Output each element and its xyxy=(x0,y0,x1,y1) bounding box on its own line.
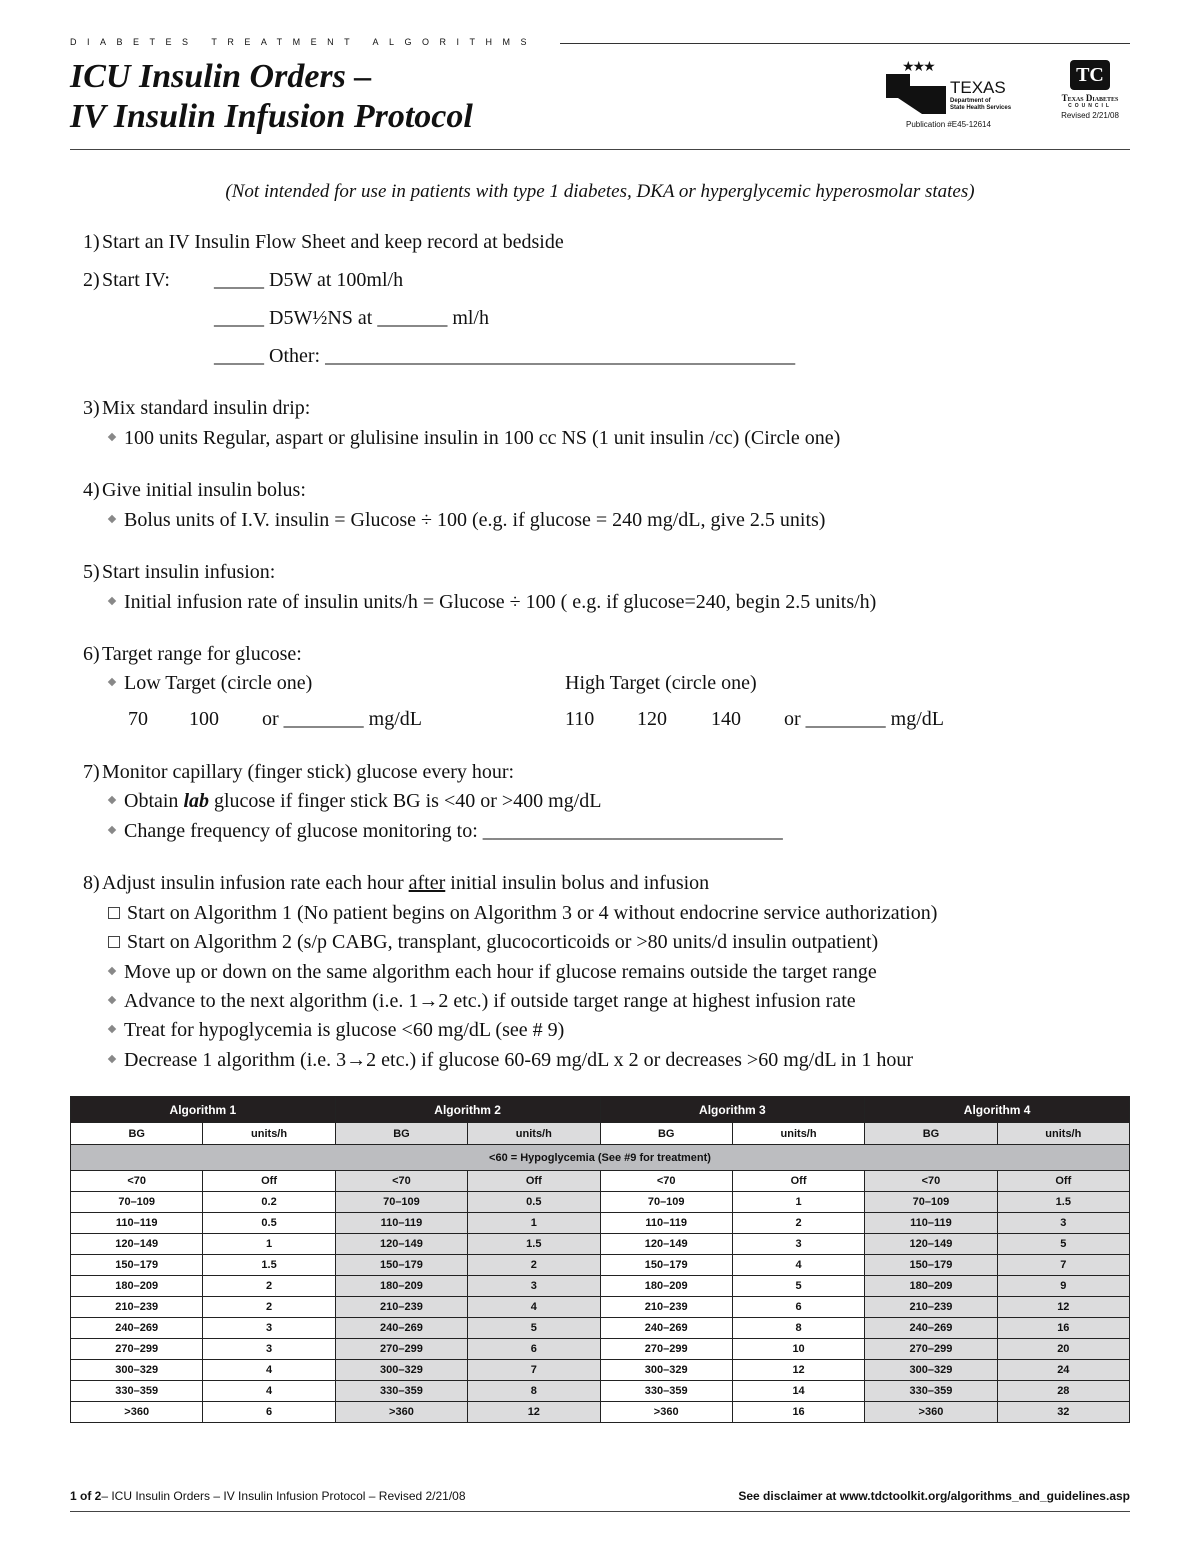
bg-range-cell: 300–329 xyxy=(335,1360,467,1381)
diamond-bullet-icon xyxy=(108,1025,116,1033)
rate-cell: 1 xyxy=(732,1192,864,1213)
rate-cell: 0.5 xyxy=(203,1213,335,1234)
item-text: Target range for glucose: xyxy=(102,643,302,665)
bullet xyxy=(106,790,602,813)
rate-cell: 3 xyxy=(997,1213,1129,1234)
bg-range-cell: 150–179 xyxy=(600,1255,732,1276)
rate-cell: 12 xyxy=(997,1297,1129,1318)
rate-cell: 20 xyxy=(997,1339,1129,1360)
rate-cell: 0.2 xyxy=(203,1192,335,1213)
table-row xyxy=(71,1276,1130,1297)
bullet xyxy=(106,509,825,532)
text: Adjust insulin infusion rate each hour xyxy=(102,872,409,894)
bullet-text: 100 units Regular, aspart or glulisine insulin in 100 cc NS (1 unit insulin /cc) (Circle one) xyxy=(124,427,841,449)
table-row xyxy=(71,1192,1130,1213)
low-target-100[interactable]: 100 xyxy=(189,708,219,730)
table-row xyxy=(71,1339,1130,1360)
bg-range-cell: 180–209 xyxy=(600,1276,732,1297)
item-text: Give initial insulin bolus: xyxy=(102,479,306,501)
bg-range-cell: >360 xyxy=(335,1402,467,1423)
item-number: 1) xyxy=(83,231,100,253)
bg-range-cell: 110–119 xyxy=(865,1213,997,1234)
item-7 xyxy=(83,761,514,784)
checkbox-label: Start on Algorithm 2 (s/p CABG, transplant, glucocorticoids or >80 units/d insulin outpatient) xyxy=(127,931,879,953)
item-number: 8) xyxy=(83,872,100,894)
rate-cell: 3 xyxy=(468,1276,600,1297)
rate-cell: 28 xyxy=(997,1381,1129,1402)
table-row xyxy=(71,1234,1130,1255)
rate-cell: 1.5 xyxy=(468,1234,600,1255)
rate-cell: 14 xyxy=(732,1381,864,1402)
rate-cell: 4 xyxy=(468,1297,600,1318)
rate-cell: 1.5 xyxy=(997,1192,1129,1213)
bg-range-cell: 210–239 xyxy=(865,1297,997,1318)
rate-cell: Off xyxy=(732,1171,864,1192)
item-number: 5) xyxy=(83,561,100,583)
bullet xyxy=(106,820,783,843)
high-target-140[interactable]: 140 xyxy=(711,708,741,730)
iv-option-2[interactable]: _____ D5W½NS at _______ ml/h xyxy=(214,307,489,329)
bullet-text: Initial infusion rate of insulin units/h = Glucose ÷ 100 ( e.g. if glucose=240, begin 2.5 units/h) xyxy=(124,591,877,613)
bullet xyxy=(106,1049,913,1072)
bg-range-cell: 150–179 xyxy=(335,1255,467,1276)
bg-range-cell: >360 xyxy=(71,1402,203,1423)
low-target-70[interactable]: 70 xyxy=(128,708,148,730)
bullet xyxy=(106,427,840,450)
bg-range-cell: 330–359 xyxy=(71,1381,203,1402)
tdc-sub: COUNCIL xyxy=(1068,103,1112,109)
rate-cell: 8 xyxy=(732,1318,864,1339)
low-target-label xyxy=(106,672,312,695)
checkbox-icon[interactable] xyxy=(108,907,120,919)
bg-range-cell: 210–239 xyxy=(335,1297,467,1318)
rate-cell: 6 xyxy=(732,1297,864,1318)
rate-cell: 3 xyxy=(203,1318,335,1339)
bg-range-cell: 110–119 xyxy=(335,1213,467,1234)
rate-cell: 3 xyxy=(732,1234,864,1255)
diamond-bullet-icon xyxy=(108,826,116,834)
algorithm-header: Algorithm 3 xyxy=(600,1097,865,1123)
bg-range-cell: 70–109 xyxy=(865,1192,997,1213)
item-4 xyxy=(83,479,306,502)
bg-range-cell: 70–109 xyxy=(71,1192,203,1213)
bg-range-cell: <70 xyxy=(335,1171,467,1192)
high-target-label: High Target (circle one) xyxy=(565,672,757,694)
page-title-line1: ICU Insulin Orders – xyxy=(70,58,372,95)
rate-cell: 32 xyxy=(997,1402,1129,1423)
rate-cell: 16 xyxy=(997,1318,1129,1339)
rate-cell: 0.5 xyxy=(468,1192,600,1213)
checkbox-algorithm-2[interactable] xyxy=(106,931,878,954)
bg-range-cell: 300–329 xyxy=(600,1360,732,1381)
footer-text: – ICU Insulin Orders – IV Insulin Infusion Protocol – Revised 2/21/08 xyxy=(101,1489,466,1503)
tdc-name: Texas Diabetes xyxy=(1061,93,1119,103)
item-number: 3) xyxy=(83,397,100,419)
bg-range-cell: 330–359 xyxy=(335,1381,467,1402)
units-column-header: units/h xyxy=(732,1123,864,1145)
bg-range-cell: 70–109 xyxy=(335,1192,467,1213)
iv-option-other[interactable]: _____ Other: _______________________________________________ xyxy=(214,345,796,367)
algorithm-header: Algorithm 1 xyxy=(71,1097,336,1123)
rate-cell: 5 xyxy=(468,1318,600,1339)
rate-cell: 6 xyxy=(203,1402,335,1423)
rate-cell: 2 xyxy=(468,1255,600,1276)
page-number: 1 of 2 xyxy=(70,1489,102,1503)
item-number: 6) xyxy=(83,643,100,665)
bullet xyxy=(106,591,876,614)
rate-cell: 8 xyxy=(468,1381,600,1402)
rate-cell: 2 xyxy=(203,1297,335,1318)
algorithm-header: Algorithm 4 xyxy=(865,1097,1130,1123)
bg-range-cell: <70 xyxy=(865,1171,997,1192)
rate-cell: 16 xyxy=(732,1402,864,1423)
revised-date: Revised 2/21/08 xyxy=(1061,111,1119,120)
rate-cell: 12 xyxy=(732,1360,864,1381)
text: glucose if finger stick BG is <40 or >400 mg/dL xyxy=(209,790,602,812)
logo-texas-name: TEXAS xyxy=(950,78,1006,97)
table-row xyxy=(71,1255,1130,1276)
text: Obtain xyxy=(124,790,184,812)
tdc-logo xyxy=(1040,60,1140,120)
item-3 xyxy=(83,397,310,420)
bullet-text: Bolus units of I.V. insulin = Glucose ÷ 100 (e.g. if glucose = 240 mg/dL, give 2.5 units) xyxy=(124,509,826,531)
diamond-bullet-icon xyxy=(108,996,116,1004)
iv-option-1[interactable]: _____ D5W at 100ml/h xyxy=(214,269,404,291)
bg-range-cell: 300–329 xyxy=(865,1360,997,1381)
bg-range-cell: 330–359 xyxy=(600,1381,732,1402)
rate-cell: 24 xyxy=(997,1360,1129,1381)
bg-range-cell: 240–269 xyxy=(71,1318,203,1339)
disclaimer-link[interactable]: See disclaimer at www.tdctoolkit.org/algorithms_and_guidelines.asp xyxy=(738,1489,1130,1503)
bg-range-cell: <70 xyxy=(71,1171,203,1192)
table-row xyxy=(71,1297,1130,1318)
table-row xyxy=(71,1381,1130,1402)
bg-range-cell: <70 xyxy=(600,1171,732,1192)
stars-icon: ★★★ xyxy=(902,58,934,74)
units-column-header: units/h xyxy=(468,1123,600,1145)
bg-column-header: BG xyxy=(865,1123,997,1145)
bullet-text: Move up or down on the same algorithm each hour if glucose remains outside the target range xyxy=(124,961,877,983)
checkbox-label: Start on Algorithm 1 (No patient begins on Algorithm 3 or 4 without endocrine service authorization) xyxy=(127,902,938,924)
rate-cell: 4 xyxy=(203,1360,335,1381)
rate-cell: 6 xyxy=(468,1339,600,1360)
series-kicker: DIABETES TREATMENT ALGORITHMS xyxy=(70,37,538,47)
diamond-bullet-icon xyxy=(108,678,116,686)
bg-range-cell: 120–149 xyxy=(600,1234,732,1255)
rate-cell: 1 xyxy=(203,1234,335,1255)
bg-range-cell: 70–109 xyxy=(600,1192,732,1213)
diamond-bullet-icon xyxy=(108,1055,116,1063)
diamond-bullet-icon xyxy=(108,515,116,523)
footer-left xyxy=(70,1489,466,1503)
rate-cell: 12 xyxy=(468,1402,600,1423)
bg-column-header: BG xyxy=(71,1123,203,1145)
bg-range-cell: 240–269 xyxy=(335,1318,467,1339)
bg-range-cell: 270–299 xyxy=(71,1339,203,1360)
rate-cell: 5 xyxy=(732,1276,864,1297)
logo-texas-sub1: Department of xyxy=(950,98,991,104)
item-text: Start an IV Insulin Flow Sheet and keep record at bedside xyxy=(102,231,564,253)
subtitle: (Not intended for use in patients with type 1 diabetes, DKA or hyperglycemic hyperosmolar states) xyxy=(225,181,975,202)
checkbox-icon[interactable] xyxy=(108,936,120,948)
bg-range-cell: 120–149 xyxy=(71,1234,203,1255)
table-row xyxy=(71,1402,1130,1423)
rate-cell: 3 xyxy=(203,1339,335,1360)
units-column-header: units/h xyxy=(997,1123,1129,1145)
tdc-mark: TC xyxy=(1070,60,1110,90)
units-column-header: units/h xyxy=(203,1123,335,1145)
item-text: Monitor capillary (finger stick) glucose every hour: xyxy=(102,761,515,783)
bullet-text: Advance to the next algorithm (i.e. 1→2 etc.) if outside target range at highest infusion rate xyxy=(124,990,856,1012)
hypoglycemia-row: <60 = Hypoglycemia (See #9 for treatment) xyxy=(71,1145,1130,1171)
algorithm-header: Algorithm 2 xyxy=(335,1097,600,1123)
texas-map-icon xyxy=(886,74,946,114)
bg-range-cell: 210–239 xyxy=(600,1297,732,1318)
logo-texas-sub2: State Health Services xyxy=(950,105,1012,111)
rate-cell: 7 xyxy=(468,1360,600,1381)
bg-range-cell: 300–329 xyxy=(71,1360,203,1381)
diamond-bullet-icon xyxy=(108,597,116,605)
bg-range-cell: 110–119 xyxy=(600,1213,732,1234)
divider xyxy=(70,149,1130,150)
bg-range-cell: 330–359 xyxy=(865,1381,997,1402)
underlined-text: after xyxy=(408,872,446,894)
bg-range-cell: >360 xyxy=(600,1402,732,1423)
rate-cell: 5 xyxy=(997,1234,1129,1255)
item-2 xyxy=(83,269,170,292)
publication-number: Publication #E45-12614 xyxy=(906,120,991,129)
rate-cell: 2 xyxy=(732,1213,864,1234)
page-title-line2: IV Insulin Infusion Protocol xyxy=(70,98,473,135)
text: initial insulin bolus and infusion xyxy=(445,872,710,894)
high-target-other[interactable]: or ________ mg/dL xyxy=(784,708,944,730)
item-8 xyxy=(83,872,709,895)
low-target-other[interactable]: or ________ mg/dL xyxy=(262,708,422,730)
diamond-bullet-icon xyxy=(108,433,116,441)
table-row xyxy=(71,1360,1130,1381)
monitoring-frequency-field[interactable]: Change frequency of glucose monitoring to: ______________________________ xyxy=(124,820,783,842)
bg-range-cell: 210–239 xyxy=(71,1297,203,1318)
table-row xyxy=(71,1213,1130,1234)
divider xyxy=(70,1511,1130,1512)
diamond-bullet-icon xyxy=(108,967,116,975)
bg-range-cell: 180–209 xyxy=(865,1276,997,1297)
bg-range-cell: 240–269 xyxy=(600,1318,732,1339)
item-6 xyxy=(83,643,302,666)
bg-range-cell: 120–149 xyxy=(865,1234,997,1255)
bg-range-cell: 110–119 xyxy=(71,1213,203,1234)
item-number: 7) xyxy=(83,761,100,783)
emphasis: lab xyxy=(183,790,209,812)
bg-range-cell: 180–209 xyxy=(71,1276,203,1297)
bullet-text: Decrease 1 algorithm (i.e. 3→2 etc.) if glucose 60-69 mg/dL x 2 or decreases >60 mg/dL in 1 hour xyxy=(124,1049,914,1071)
table-row xyxy=(71,1171,1130,1192)
item-1 xyxy=(83,231,564,254)
item-number: 4) xyxy=(83,479,100,501)
item-5 xyxy=(83,561,275,584)
diamond-bullet-icon xyxy=(108,796,116,804)
rate-cell: 2 xyxy=(203,1276,335,1297)
rate-cell: 10 xyxy=(732,1339,864,1360)
high-target-120[interactable]: 120 xyxy=(637,708,667,730)
bg-range-cell: >360 xyxy=(865,1402,997,1423)
bg-column-header: BG xyxy=(335,1123,467,1145)
item-text: Start insulin infusion: xyxy=(102,561,276,583)
bg-range-cell: 240–269 xyxy=(865,1318,997,1339)
table-row xyxy=(71,1318,1130,1339)
bg-range-cell: 150–179 xyxy=(865,1255,997,1276)
rate-cell: Off xyxy=(997,1171,1129,1192)
bg-column-header: BG xyxy=(600,1123,732,1145)
bg-range-cell: 120–149 xyxy=(335,1234,467,1255)
algorithm-table xyxy=(70,1096,1130,1423)
divider xyxy=(560,43,1130,44)
high-target-110[interactable]: 110 xyxy=(565,708,595,730)
rate-cell: 9 xyxy=(997,1276,1129,1297)
bullet xyxy=(106,1019,564,1042)
bg-range-cell: 180–209 xyxy=(335,1276,467,1297)
bg-range-cell: 150–179 xyxy=(71,1255,203,1276)
bullet-text: Treat for hypoglycemia is glucose <60 mg/dL (see # 9) xyxy=(124,1019,565,1041)
rate-cell: 1.5 xyxy=(203,1255,335,1276)
checkbox-algorithm-1[interactable] xyxy=(106,902,937,925)
rate-cell: 4 xyxy=(732,1255,864,1276)
rate-cell: 1 xyxy=(468,1213,600,1234)
rate-cell: Off xyxy=(468,1171,600,1192)
label: Low Target (circle one) xyxy=(124,672,313,694)
bullet xyxy=(106,990,856,1013)
item-number: 2) xyxy=(83,269,100,291)
rate-cell: 7 xyxy=(997,1255,1129,1276)
rate-cell: 4 xyxy=(203,1381,335,1402)
item-text: Mix standard insulin drip: xyxy=(102,397,311,419)
bullet xyxy=(106,961,877,984)
rate-cell: Off xyxy=(203,1171,335,1192)
bg-range-cell: 270–299 xyxy=(335,1339,467,1360)
bg-range-cell: 270–299 xyxy=(865,1339,997,1360)
item-text: Start IV: xyxy=(102,269,170,291)
bg-range-cell: 270–299 xyxy=(600,1339,732,1360)
